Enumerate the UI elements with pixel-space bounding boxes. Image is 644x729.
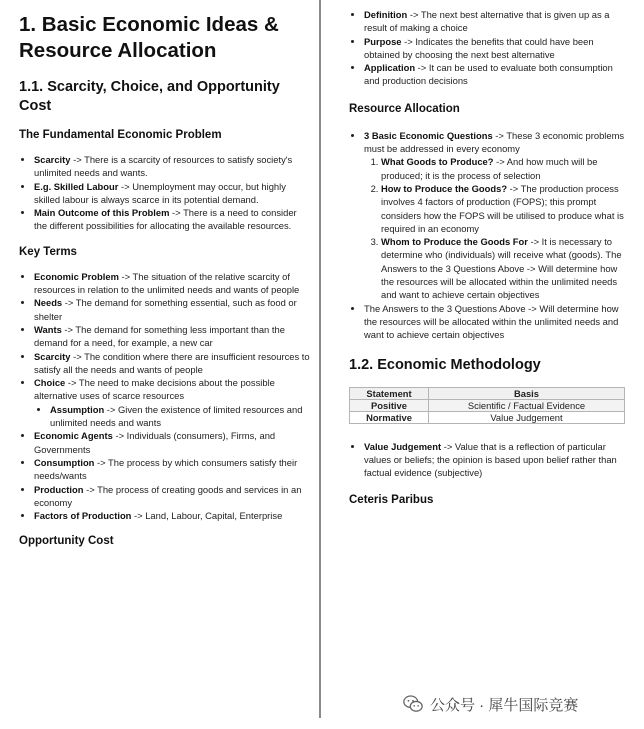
- list-item: • Scarcity -> The condition where there are insufficient resources to satisfy all the needs and wants of people: [34, 350, 310, 377]
- list-item: • Economic Problem -> The situation of the relative scarcity of resources in relation to the unlimited needs and wants of people: [34, 270, 310, 297]
- list-item: • Purpose -> Indicates the benefits that could have been obtained by choosing the next best alternative: [364, 35, 628, 62]
- list-item: • Consumption -> The process by which consumers satisfy their needs/wants: [34, 456, 310, 483]
- table-header-cell: Statement: [350, 387, 429, 399]
- list-item: • Economic Agents -> Individuals (consumers), Firms, and Governments: [34, 429, 310, 456]
- list-item: • Main Outcome of this Problem -> There is a need to consider the different possibilities for allocating the available resources.: [34, 206, 310, 233]
- table-cell: Positive: [350, 399, 429, 411]
- list-item: • Production -> The process of creating goods and services in an economy: [34, 483, 310, 510]
- list-item: • Needs -> The demand for something essential, such as food or shelter: [34, 296, 310, 323]
- list-item: • Assumption -> Given the existence of limited resources and unlimited needs and wants: [50, 403, 310, 430]
- opportunity-cost-heading: Opportunity Cost: [19, 535, 114, 548]
- list-item: 2. How to Produce the Goods? -> The production process involves 4 factors of production (FOPS); this prompt considers how the FOPS will be utilised to produce what is required in an economy: [381, 182, 628, 235]
- right-column: [322, 0, 644, 729]
- methodology-table: [349, 387, 625, 424]
- resource-allocation-list: [349, 129, 628, 342]
- list-item: • Application -> It can be used to evaluate both consumption and production decisions: [364, 61, 628, 88]
- list-item: • Wants -> The demand for something less important than the demand for a need, for example, a new car: [34, 323, 310, 350]
- table-cell: Normative: [350, 411, 429, 423]
- list-item: • Value Judgement -> Value that is a reflection of particular values or beliefs; the opinion is based upon belief rather than factual evidence (subjective): [364, 440, 628, 480]
- table-header-cell: Basis: [429, 387, 625, 399]
- fundamental-list: [19, 153, 310, 233]
- resource-allocation-heading: Resource Allocation: [349, 102, 460, 115]
- list-item: • Scarcity -> There is a scarcity of resources to satisfy society's unlimited needs and wants.: [34, 153, 310, 180]
- sub-list: [34, 403, 310, 430]
- list-item: • The Answers to the 3 Questions Above -> Will determine how the resources will be allocated within the unlimited needs and want to achieve certain objectives: [364, 302, 628, 342]
- table-row: [350, 411, 625, 423]
- list-item: • 3 Basic Economic Questions -> These 3 economic problems must be addressed in every economy 1. What Goods to Produce? -> And how much will be produced; it is the process of selection 2. How to Produce the Goods? -> The production process involves 4 factors of production (FOPS); this prompt considers how the FOPS will be utilised to produce what is required in an economy 3. Whom to Produce the Goods For -> It is necessary to determine who (individuals) will receive what (goods). The Answers to the 3 Questions Above -> Will determine how the resources will be allocated within the unlimited needs and want to achieve certain objectives: [364, 129, 628, 302]
- key-terms-heading: Key Terms: [19, 245, 77, 258]
- list-item: 1. What Goods to Produce? -> And how much will be produced; it is the process of selection: [381, 155, 628, 182]
- questions-list: [364, 155, 628, 301]
- list-item: 3. Whom to Produce the Goods For -> It is necessary to determine who (individuals) will receive what (goods). The Answers to the 3 Questions Above -> Will determine how the resources will be allocated within the unlimited needs and want to achieve certain objectives: [381, 235, 628, 301]
- value-judgement-list: [349, 440, 628, 480]
- list-item: • Factors of Production -> Land, Labour, Capital, Enterprise: [34, 509, 310, 522]
- list-item: • Definition -> The next best alternative that is given up as a result of making a choice: [364, 8, 628, 35]
- watermark: [402, 693, 578, 715]
- list-item: • E.g. Skilled Labour -> Unemployment may occur, but highly skilled labour is always scarce in its potential demand.: [34, 180, 310, 207]
- table-header-row: [350, 387, 625, 399]
- table-cell: Scientific / Factual Evidence: [429, 399, 625, 411]
- list-item: • Choice -> The need to make decisions about the possible alternative uses of scarce resources • Assumption -> Given the existence of limited resources and unlimited needs and wants: [34, 376, 310, 429]
- ceteris-paribus-heading: Ceteris Paribus: [349, 494, 434, 507]
- page-title: 1. Basic Economic Ideas & Resource Allocation: [19, 13, 279, 62]
- key-terms-list: [19, 270, 310, 523]
- column-divider: [319, 0, 321, 718]
- left-column: [0, 0, 318, 729]
- section-heading-1-2: 1.2. Economic Methodology: [349, 356, 541, 373]
- table-row: [350, 399, 625, 411]
- table-cell: Value Judgement: [429, 411, 625, 423]
- wechat-icon: [402, 693, 424, 715]
- fundamental-problem-heading: The Fundamental Economic Problem: [19, 129, 222, 141]
- section-heading-1-1: 1.1. Scarcity, Choice, and Opportunity Cost: [19, 79, 280, 114]
- watermark-text: 公众号 · 犀牛国际竞赛: [430, 696, 579, 714]
- opportunity-cost-list: [349, 8, 628, 88]
